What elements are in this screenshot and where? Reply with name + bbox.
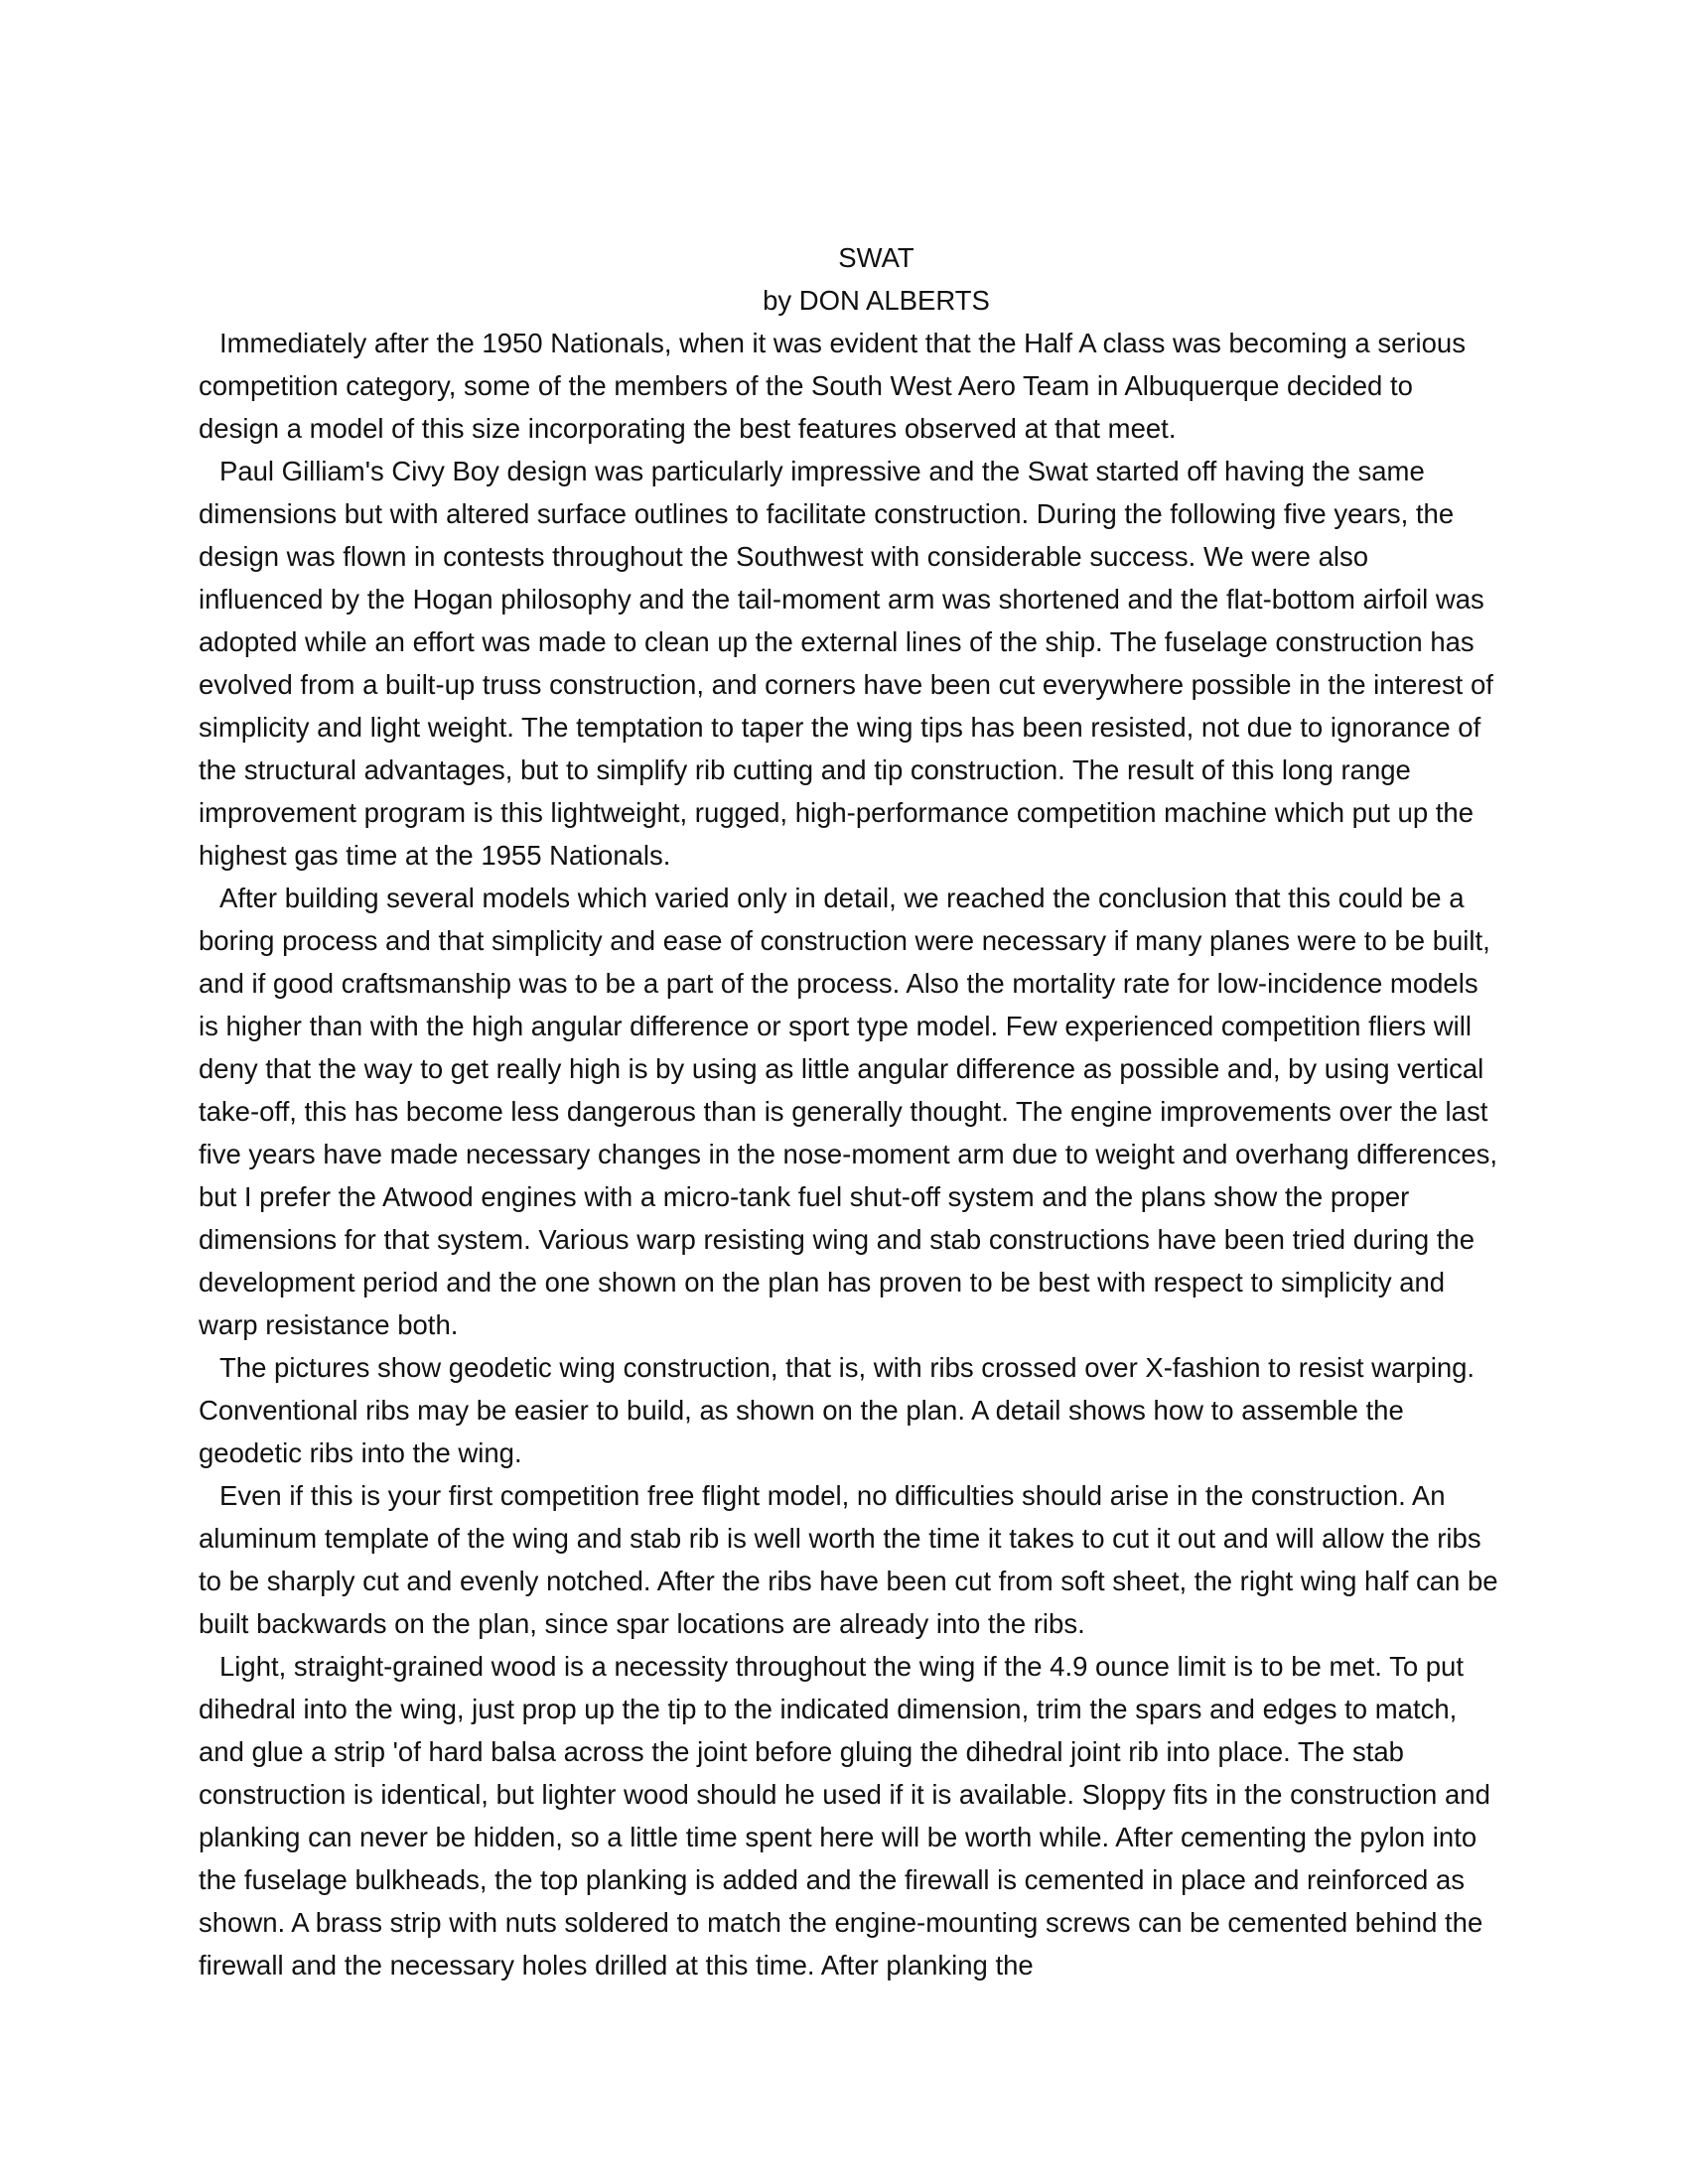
paragraph-5: Even if this is your first competition free flight model, no difficulties should arise in the construction. An aluminum template of the wing and stab rib is well worth the time it takes to cut it out and will allow the ribs to be sharply cut and evenly notched. After the ribs have been cut from soft sheet, the right wing half can be built backwards on the plan, since spar locations are already into the ribs. (199, 1480, 1498, 1639)
paragraph-3: After building several models which varied only in detail, we reached the conclusion that this could be a boring process and that simplicity and ease of construction were necessary if many planes were to be built, and if good craftsmanship was to be a part of the process. Also the mortality rate for low-incidence models is higher than with the high angular difference or sport type model. Few experienced competition fliers will deny that the way to get really high is by using as little angular difference as possible and, by using vertical take-off, this has become less dangerous than is generally thought. The engine improvements over the last five years have made necessary changes in the nose-moment arm due to weight and overhang differences, but I prefer the Atwood engines with a micro-tank fuel shut-off system and the plans show the proper dimensions for that system. Various warp resisting wing and stab constructions have been tried during the development period and the one shown on the plan has proven to be best with respect to simplicity and warp resistance both. (199, 883, 1498, 1340)
document-byline: by DON ALBERTS (763, 285, 990, 316)
paragraph-6: Light, straight-grained wood is a necessity throughout the wing if the 4.9 ounce limit is to be met. To put dihedral into the wing, just prop up the tip to the indicated dimension, trim the spars and edges to match, and glue a strip 'of hard balsa across the joint before gluing the dihedral joint rib into place. The stab construction is identical, but lighter wood should he used if it is available. Sloppy fits in the construction and planking can never be hidden, so a little time spent here will be worth while. After cementing the pylon into the fuselage bulkheads, the top planking is added and the firewall is cemented in place and reinforced as shown. A brass strip with nuts soldered to match the engine-mounting screws can be cemented behind the firewall and the necessary holes drilled at this time. After planking the (199, 1651, 1490, 1980)
document-title: SWAT (838, 242, 914, 273)
paragraph-2: Paul Gilliam's Civy Boy design was particularly impressive and the Swat started off having the same dimensions but with altered surface outlines to facilitate construction. During the following five years, the design was flown in contests throughout the Southwest with considerable success. We were also influenced by the Hogan philosophy and the tail-moment arm was shortened and the flat-bottom airfoil was adopted while an effort was made to clean up the external lines of the ship. The fuselage construction has evolved from a built-up truss construction, and corners have been cut everywhere possible in the interest of simplicity and light weight. The temptation to taper the wing tips has been resisted, not due to ignorance of the structural advantages, but to simplify rib cutting and tip construction. The result of this long range improvement program is this lightweight, rugged, high-performance competition machine which put up the highest gas time at the 1955 Nationals. (199, 456, 1493, 871)
document-body (199, 236, 1499, 1986)
paragraph-1: Immediately after the 1950 Nationals, when it was evident that the Half A class was becoming a serious competition category, some of the members of the South West Aero Team in Albuquerque decided to design a model of this size incorporating the best features observed at that meet. (199, 328, 1466, 444)
paragraph-4: The pictures show geodetic wing construction, that is, with ribs crossed over X-fashion to resist warping. Conventional ribs may be easier to build, as shown on the plan. A detail shows how to assemble the geodetic ribs into the wing. (199, 1352, 1476, 1468)
